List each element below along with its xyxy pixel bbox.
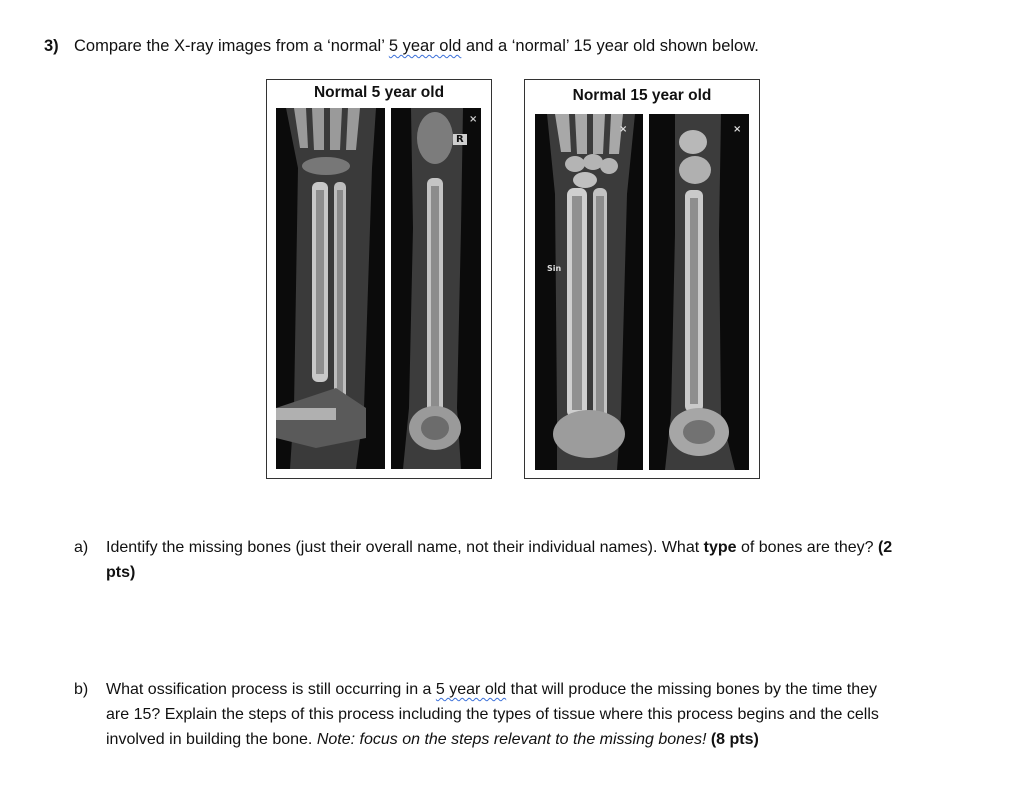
part-b-text bbox=[106, 677, 879, 752]
x-marker-15-ap: × bbox=[619, 124, 628, 135]
r-marker: R bbox=[453, 134, 467, 145]
xray-panel-15-year-old bbox=[524, 79, 760, 479]
panel-title-5-year-old: Normal 5 year old bbox=[313, 84, 445, 101]
part-b-line2: are 15? Explain the steps of this process including the types of tissue where this process begins and the cells bbox=[106, 706, 879, 723]
sin-label: Sin bbox=[547, 264, 562, 273]
question-text-after: and a ‘normal’ 15 year old shown below. bbox=[461, 37, 759, 55]
xray-image-15-ap bbox=[535, 114, 643, 470]
part-a bbox=[74, 535, 994, 587]
x-marker-15-lateral: × bbox=[733, 124, 742, 135]
part-a-type-word: type bbox=[703, 539, 737, 556]
part-a-line1-pre: Identify the missing bones (just their overall name, not their individual names). What bbox=[106, 539, 704, 556]
part-b-age-term: 5 year old bbox=[435, 681, 507, 698]
part-a-text bbox=[106, 535, 892, 585]
xray-image-15-lateral bbox=[649, 114, 749, 470]
question-text-before: Compare the X-ray images from a ‘normal’ bbox=[74, 37, 389, 55]
part-b-line1-post: that will produce the missing bones by the time they bbox=[506, 681, 878, 698]
part-a-points-2: pts) bbox=[106, 564, 136, 581]
xray-image-5-ap bbox=[276, 108, 385, 469]
part-b-line1-pre: What ossification process is still occurring in a bbox=[106, 681, 436, 698]
x-marker: × bbox=[469, 114, 478, 125]
part-a-line1-post: of bones are they? bbox=[736, 539, 878, 556]
part-b-points: (8 pts) bbox=[706, 731, 759, 748]
question-3 bbox=[44, 37, 1004, 56]
part-a-points-1: (2 bbox=[877, 539, 893, 556]
age-term-5: 5 year old bbox=[388, 37, 462, 55]
part-b-line3-pre: involved in building the bone. bbox=[106, 731, 317, 748]
part-b-note: Note: focus on the steps relevant to the missing bones! bbox=[316, 731, 707, 748]
part-b bbox=[74, 677, 994, 757]
xray-image-5-lateral bbox=[391, 108, 481, 469]
xray-panel-5-year-old bbox=[266, 79, 492, 479]
part-b-label: b) bbox=[74, 681, 89, 698]
part-a-label: a) bbox=[74, 539, 89, 556]
question-number: 3) bbox=[44, 37, 59, 55]
panel-title-15-year-old: Normal 15 year old bbox=[572, 87, 712, 104]
